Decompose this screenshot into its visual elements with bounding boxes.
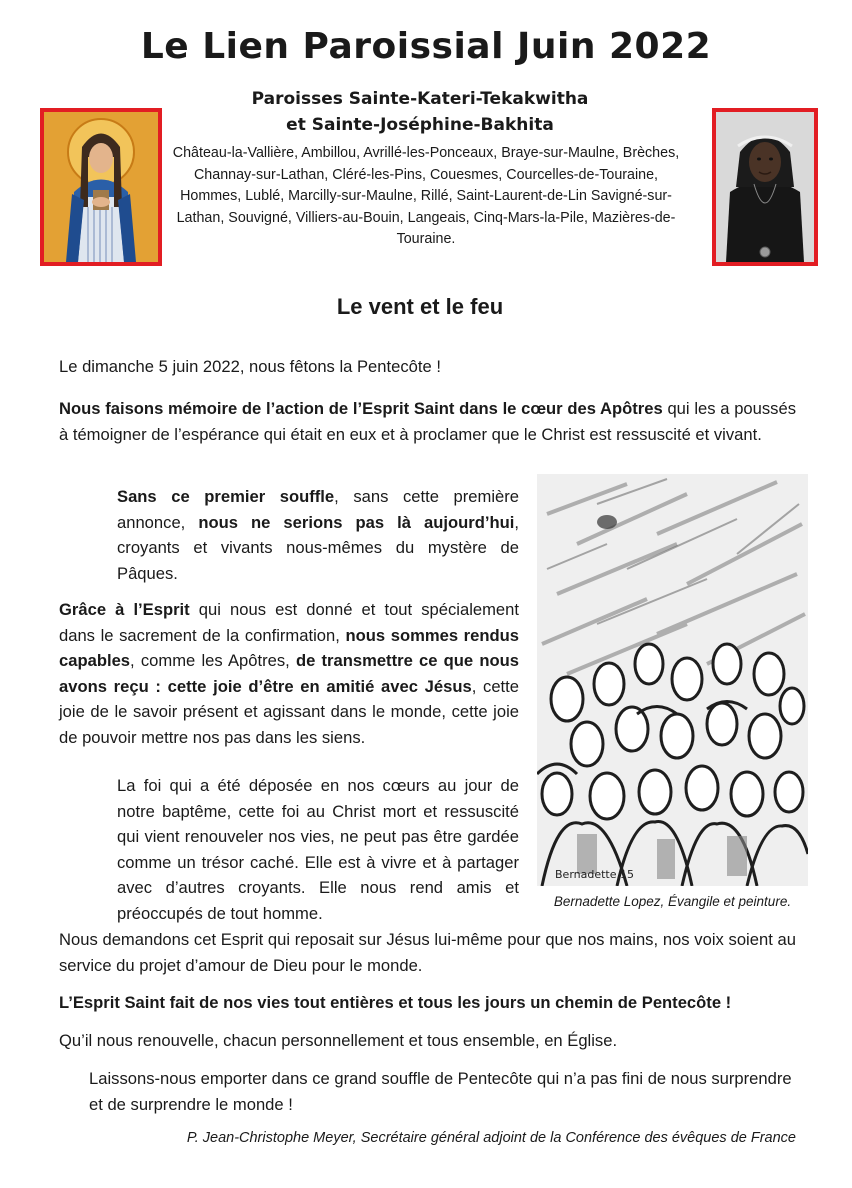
artist-signature: Bernadette 15 <box>555 868 634 881</box>
body-text: , sans cette première annonce, <box>117 487 519 532</box>
emphasis-text: Nous faisons mémoire de l’action de l’Esprit Saint dans le cœur des Apôtres <box>59 399 663 418</box>
figure-caption: Bernadette Lopez, Évangile et peinture. <box>553 894 792 909</box>
pentecost-painting <box>537 474 808 886</box>
body-text: qui nous est donné et tout spécialement dans le sacrement de la confirmation, <box>59 600 519 645</box>
saint-josephine-portrait <box>712 108 818 266</box>
paragraph-foi: La foi qui a été déposée en nos cœurs au jour de notre baptême, cette foi au Christ mort et ressuscité qui vient renouveler nos vies, ne peut pas être gardée comme un trésor caché. Elle est à vivre et à partager avec d’autres croyants. Elle nous rend amis et préoccupés de tout homme. <box>117 776 519 923</box>
emphasis-text: Grâce à l’Esprit <box>59 600 190 619</box>
parish-line-2: et Sainte-Joséphine-Bakhita <box>286 115 554 135</box>
parish-names <box>170 86 670 138</box>
paragraph-chemin-pentecote <box>59 990 796 1016</box>
author-signature: P. Jean-Christophe Meyer, Secrétaire général adjoint de la Conférence des évêques de France <box>186 1130 796 1146</box>
body-text: qui les a poussés à témoigner de l’espérance qui était en eux et à proclamer que le Christ est ressuscité et vivant. <box>59 399 796 444</box>
paragraph-grace <box>59 597 519 750</box>
saint-kateri-portrait <box>40 108 162 266</box>
body-text: , cette joie de le savoir présent et agissant dans le monde, cette joie de pouvoir mettre nos pas dans les siens. <box>59 676 519 747</box>
article-heading: Le vent et le feu <box>336 294 504 319</box>
body-text: , comme les Apôtres, <box>130 651 296 670</box>
emphasis-text: de transmettre ce que nous avons reçu : cette joie d’être en amitié avec Jésus <box>59 651 519 696</box>
parish-line-1: Paroisses Sainte-Kateri-Tekakwitha <box>251 89 589 109</box>
paragraph-intro: Le dimanche 5 juin 2022, nous fêtons la Pentecôte ! <box>59 357 441 376</box>
emphasis-text: Sans ce premier souffle <box>117 487 335 506</box>
paragraph-souffle: Laissons-nous emporter dans ce grand souffle de Pentecôte qui n’a pas fini de nous surprendre et de surprendre le monde ! <box>89 1069 792 1114</box>
towns-list: Château-la-Vallière, Ambillou, Avrillé-les-Ponceaux, Braye-sur-Maulne, Brèches, Channay-sur-Lathan, Cléré-les-Pins, Couesmes, Courcelles-de-Touraine, Hommes, Lublé, Marcilly-sur-Maulne, Rillé, Saint-Laurent-de-Lin Savigné-sur-Lathan, Souvigné, Villiers-au-Bouin, Langeais, Cinq-Mars-la-Pile, Mazières-de-Touraine. <box>172 145 680 247</box>
emphasis-text: nous ne serions pas là aujourd’hui <box>198 512 515 532</box>
body-text: , croyants et vivants nous-mêmes du mystère de Pâques. <box>117 512 519 583</box>
emphasis-text: nous sommes rendus capables <box>59 625 519 670</box>
paragraph-demandons: Nous demandons cet Esprit qui reposait sur Jésus lui-même pour que nos mains, nos voix soient au service du projet d’amour de Dieu pour le monde. <box>59 930 796 975</box>
paragraph-renouvelle: Qu’il nous renouvelle, chacun personnellement et tous ensemble, en Église. <box>59 1031 618 1050</box>
newsletter-title: Le Lien Paroissial Juin 2022 <box>140 26 712 67</box>
paragraph-memoire <box>59 396 796 447</box>
emphasis-text: L’Esprit Saint fait de nos vies tout entières et tous les jours un chemin de Pentecôte ! <box>59 993 732 1012</box>
paragraph-premier-souffle <box>117 484 519 586</box>
